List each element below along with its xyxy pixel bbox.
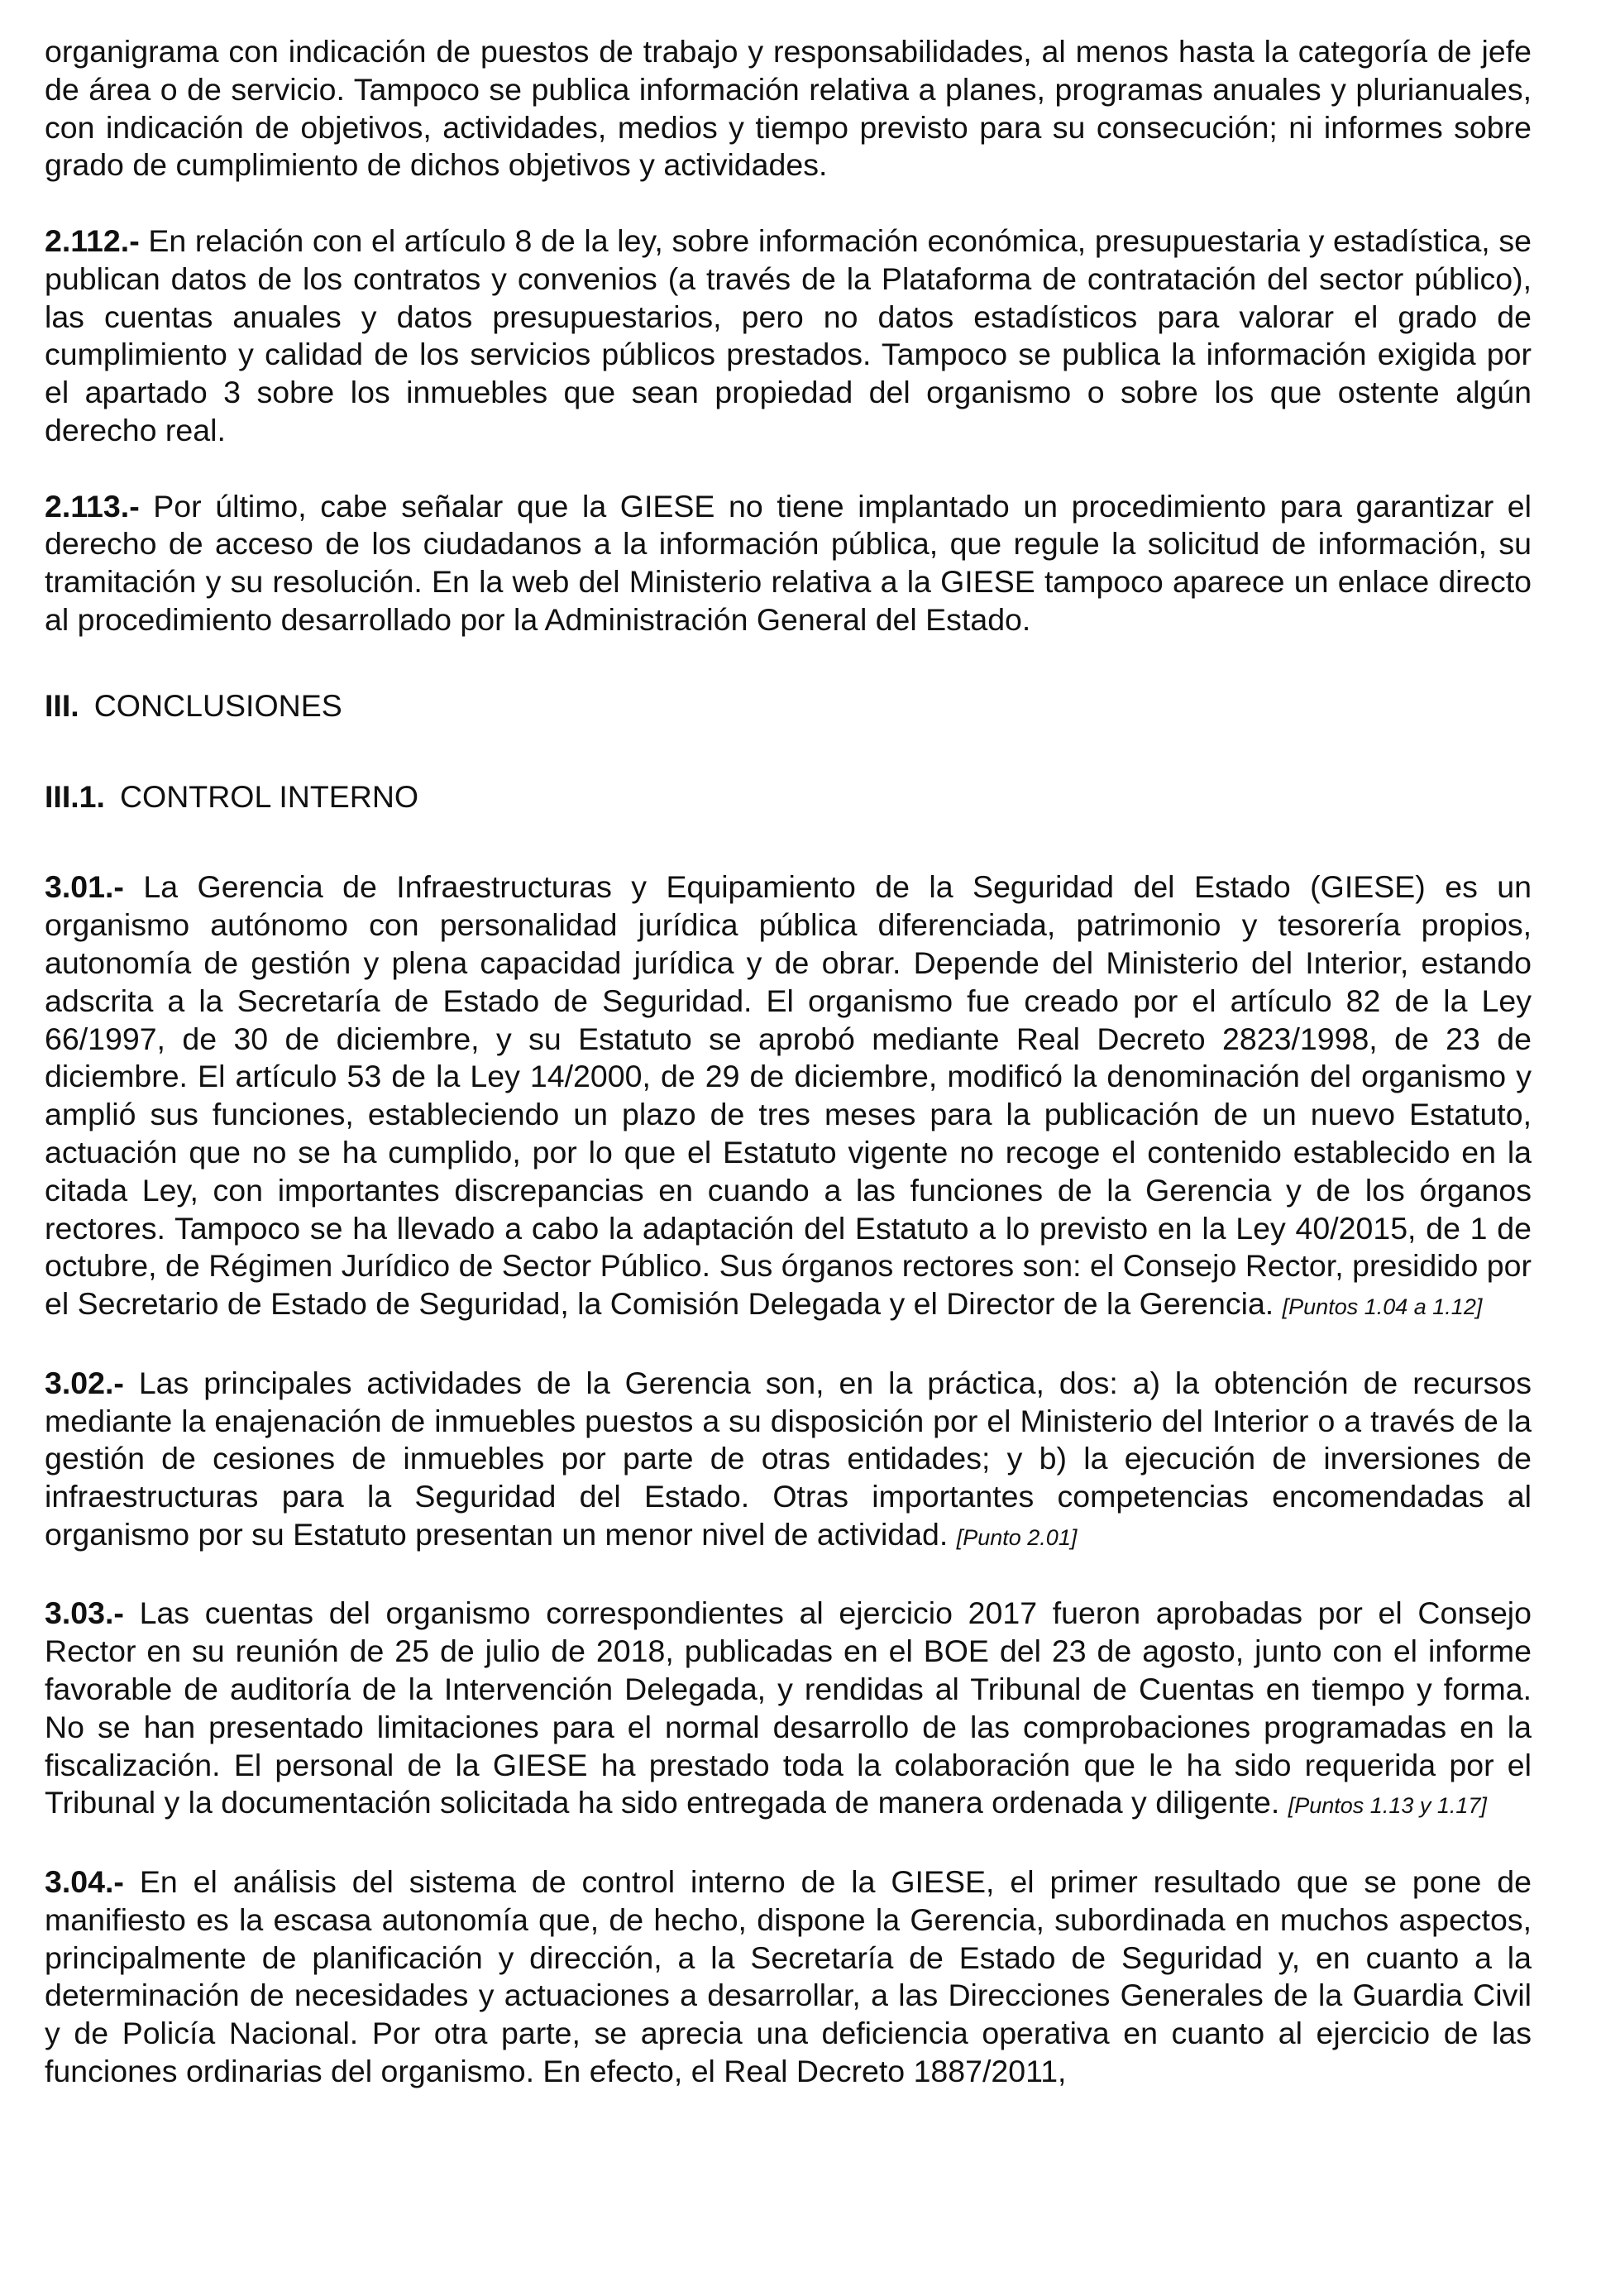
section-title: CONCLUSIONES — [93, 687, 342, 723]
paragraph-text: Las cuentas del organismo correspondientes al ejercicio 2017 fueron aprobadas por el Consejo Rector en su reunión de 25 de julio de 2018, publicadas en el BOE del 23 de agosto, junto con el informe favorable de auditoría de la Intervención Delegada, y rendidas al Tribunal de Cuentas en tiempo y forma. No se han presentado limitaciones para el normal desarrollo de las comprobaciones programadas en la fiscalización. El personal de la GIESE ha prestado toda la colaboración que le ha sido requerida por el Tribunal y la documentación solicitada ha sido entregada de manera ordenada y diligente. — [45, 1595, 1532, 1820]
paragraph-3-04 — [45, 1863, 1532, 2091]
subsection-number: III.1. — [45, 778, 105, 814]
section-heading — [45, 687, 1532, 725]
paragraph-2-113 — [45, 488, 1532, 639]
subsection-heading — [45, 778, 1532, 816]
paragraph-text: La Gerencia de Infraestructuras y Equipamiento de la Seguridad del Estado (GIESE) es un organismo autónomo con personalidad jurídica pública diferenciada, patrimonio y tesorería propios, autonomía de gestión y plena capacidad jurídica y de obrar. Depende del Ministerio del Interior, estando adscrita a la Secretaría de Estado de Seguridad. El organismo fue creado por el artículo 82 de la Ley 66/1997, de 30 de diciembre, y su Estatuto se aprobó mediante Real Decreto 2823/1998, de 23 de diciembre. El artículo 53 de la Ley 14/2000, de 29 de diciembre, modificó la denominación del organismo y amplió sus funciones, estableciendo un plazo de tres meses para la publicación de un nuevo Estatuto, actuación que no se ha cumplido, por lo que el Estatuto vigente no recoge el contenido establecido en la citada Ley, con importantes discrepancias en cuando a las funciones de la Gerencia y de los órganos rectores. Tampoco se ha llevado a cabo la adaptación del Estatuto a lo previsto en la Ley 40/2015, de 1 de octubre, de Régimen Jurídico de Sector Público. Sus órganos rectores son: el Consejo Rector, presidido por el Secretario de Estado de Seguridad, la Comisión Delegada y el Director de la Gerencia. — [45, 869, 1532, 1322]
paragraph-number: 3.01.- — [45, 869, 124, 905]
paragraph-text: Por último, cabe señalar que la GIESE no tiene implantado un procedimiento para garantizar el derecho de acceso de los ciudadanos a la información pública, que regule la solicitud de información, su tramitación y su resolución. En la web del Ministerio relativa a la GIESE tampoco aparece un enlace directo al procedimiento desarrollado por la Administración General del Estado. — [45, 488, 1532, 637]
intro-paragraph: organigrama con indicación de puestos de trabajo y responsabilidades, al menos hasta la categoría de jefe de área o de servicio. Tampoco se publica información relativa a planes, programas anuales y plurianuales, con indicación de objetivos, actividades, medios y tiempo previsto para su consecución; ni informes sobre grado de cumplimiento de dichos objetivos y actividades. — [45, 34, 1532, 183]
cross-reference: [Puntos 1.13 y 1.17] — [1288, 1793, 1487, 1819]
paragraph-2-112 — [45, 222, 1532, 450]
paragraph-3-01 — [45, 868, 1532, 1327]
paragraph-number: 3.04.- — [45, 1864, 124, 1900]
paragraph-number: 2.113.- — [45, 488, 140, 524]
paragraph-text: Las principales actividades de la Gerencia son, en la práctica, dos: a) la obtención de recursos mediante la enajenación de inmuebles puestos a su disposición por el Ministerio del Interior o a través de la gestión de cesiones de inmuebles por parte de otras entidades; y b) la ejecución de inversiones de infraestructuras para la Seguridad del Estado. Otras importantes competencias encomendadas al organismo por su Estatuto presentan un menor nivel de actividad. — [45, 1365, 1532, 1552]
paragraph-number: 3.03.- — [45, 1595, 124, 1631]
cross-reference: [Punto 2.01] — [956, 1524, 1078, 1550]
subsection-title: CONTROL INTERNO — [119, 778, 419, 814]
cross-reference: [Puntos 1.04 a 1.12] — [1282, 1294, 1483, 1320]
paragraph-text: En relación con el artículo 8 de la ley, sobre información económica, presupuestaria y estadística, se publican datos de los contratos y convenios (a través de la Plataforma de contratación del sector público), las cuentas anuales y datos presupuestarios, pero no datos estadísticos para valorar el grado de cumplimiento y calidad de los servicios públicos prestados. Tampoco se publica la información exigida por el apartado 3 sobre los inmuebles que sean propiedad del organismo o sobre los que ostente algún derecho real. — [45, 222, 1532, 447]
paragraph-text: En el análisis del sistema de control interno de la GIESE, el primer resultado que se pone de manifiesto es la escasa autonomía que, de hecho, dispone la Gerencia, subordinada en muchos aspectos, principalmente de planificación y dirección, a la Secretaría de Estado de Seguridad y, en cuanto a la determinación de necesidades y actuaciones a desarrollar, a las Direcciones Generales de la Guardia Civil y de Policía Nacional. Por otra parte, se aprecia una deficiencia operativa en cuanto al ejercicio de las funciones ordinarias del organismo. En efecto, el Real Decreto 1887/2011, — [45, 1864, 1532, 2089]
document-page — [45, 33, 1532, 2129]
paragraph-3-03 — [45, 1595, 1532, 1825]
paragraph-number: 3.02.- — [45, 1365, 124, 1400]
paragraph-3-02 — [45, 1365, 1532, 1557]
paragraph-number: 2.112.- — [45, 222, 140, 258]
section-number: III. — [45, 687, 79, 723]
